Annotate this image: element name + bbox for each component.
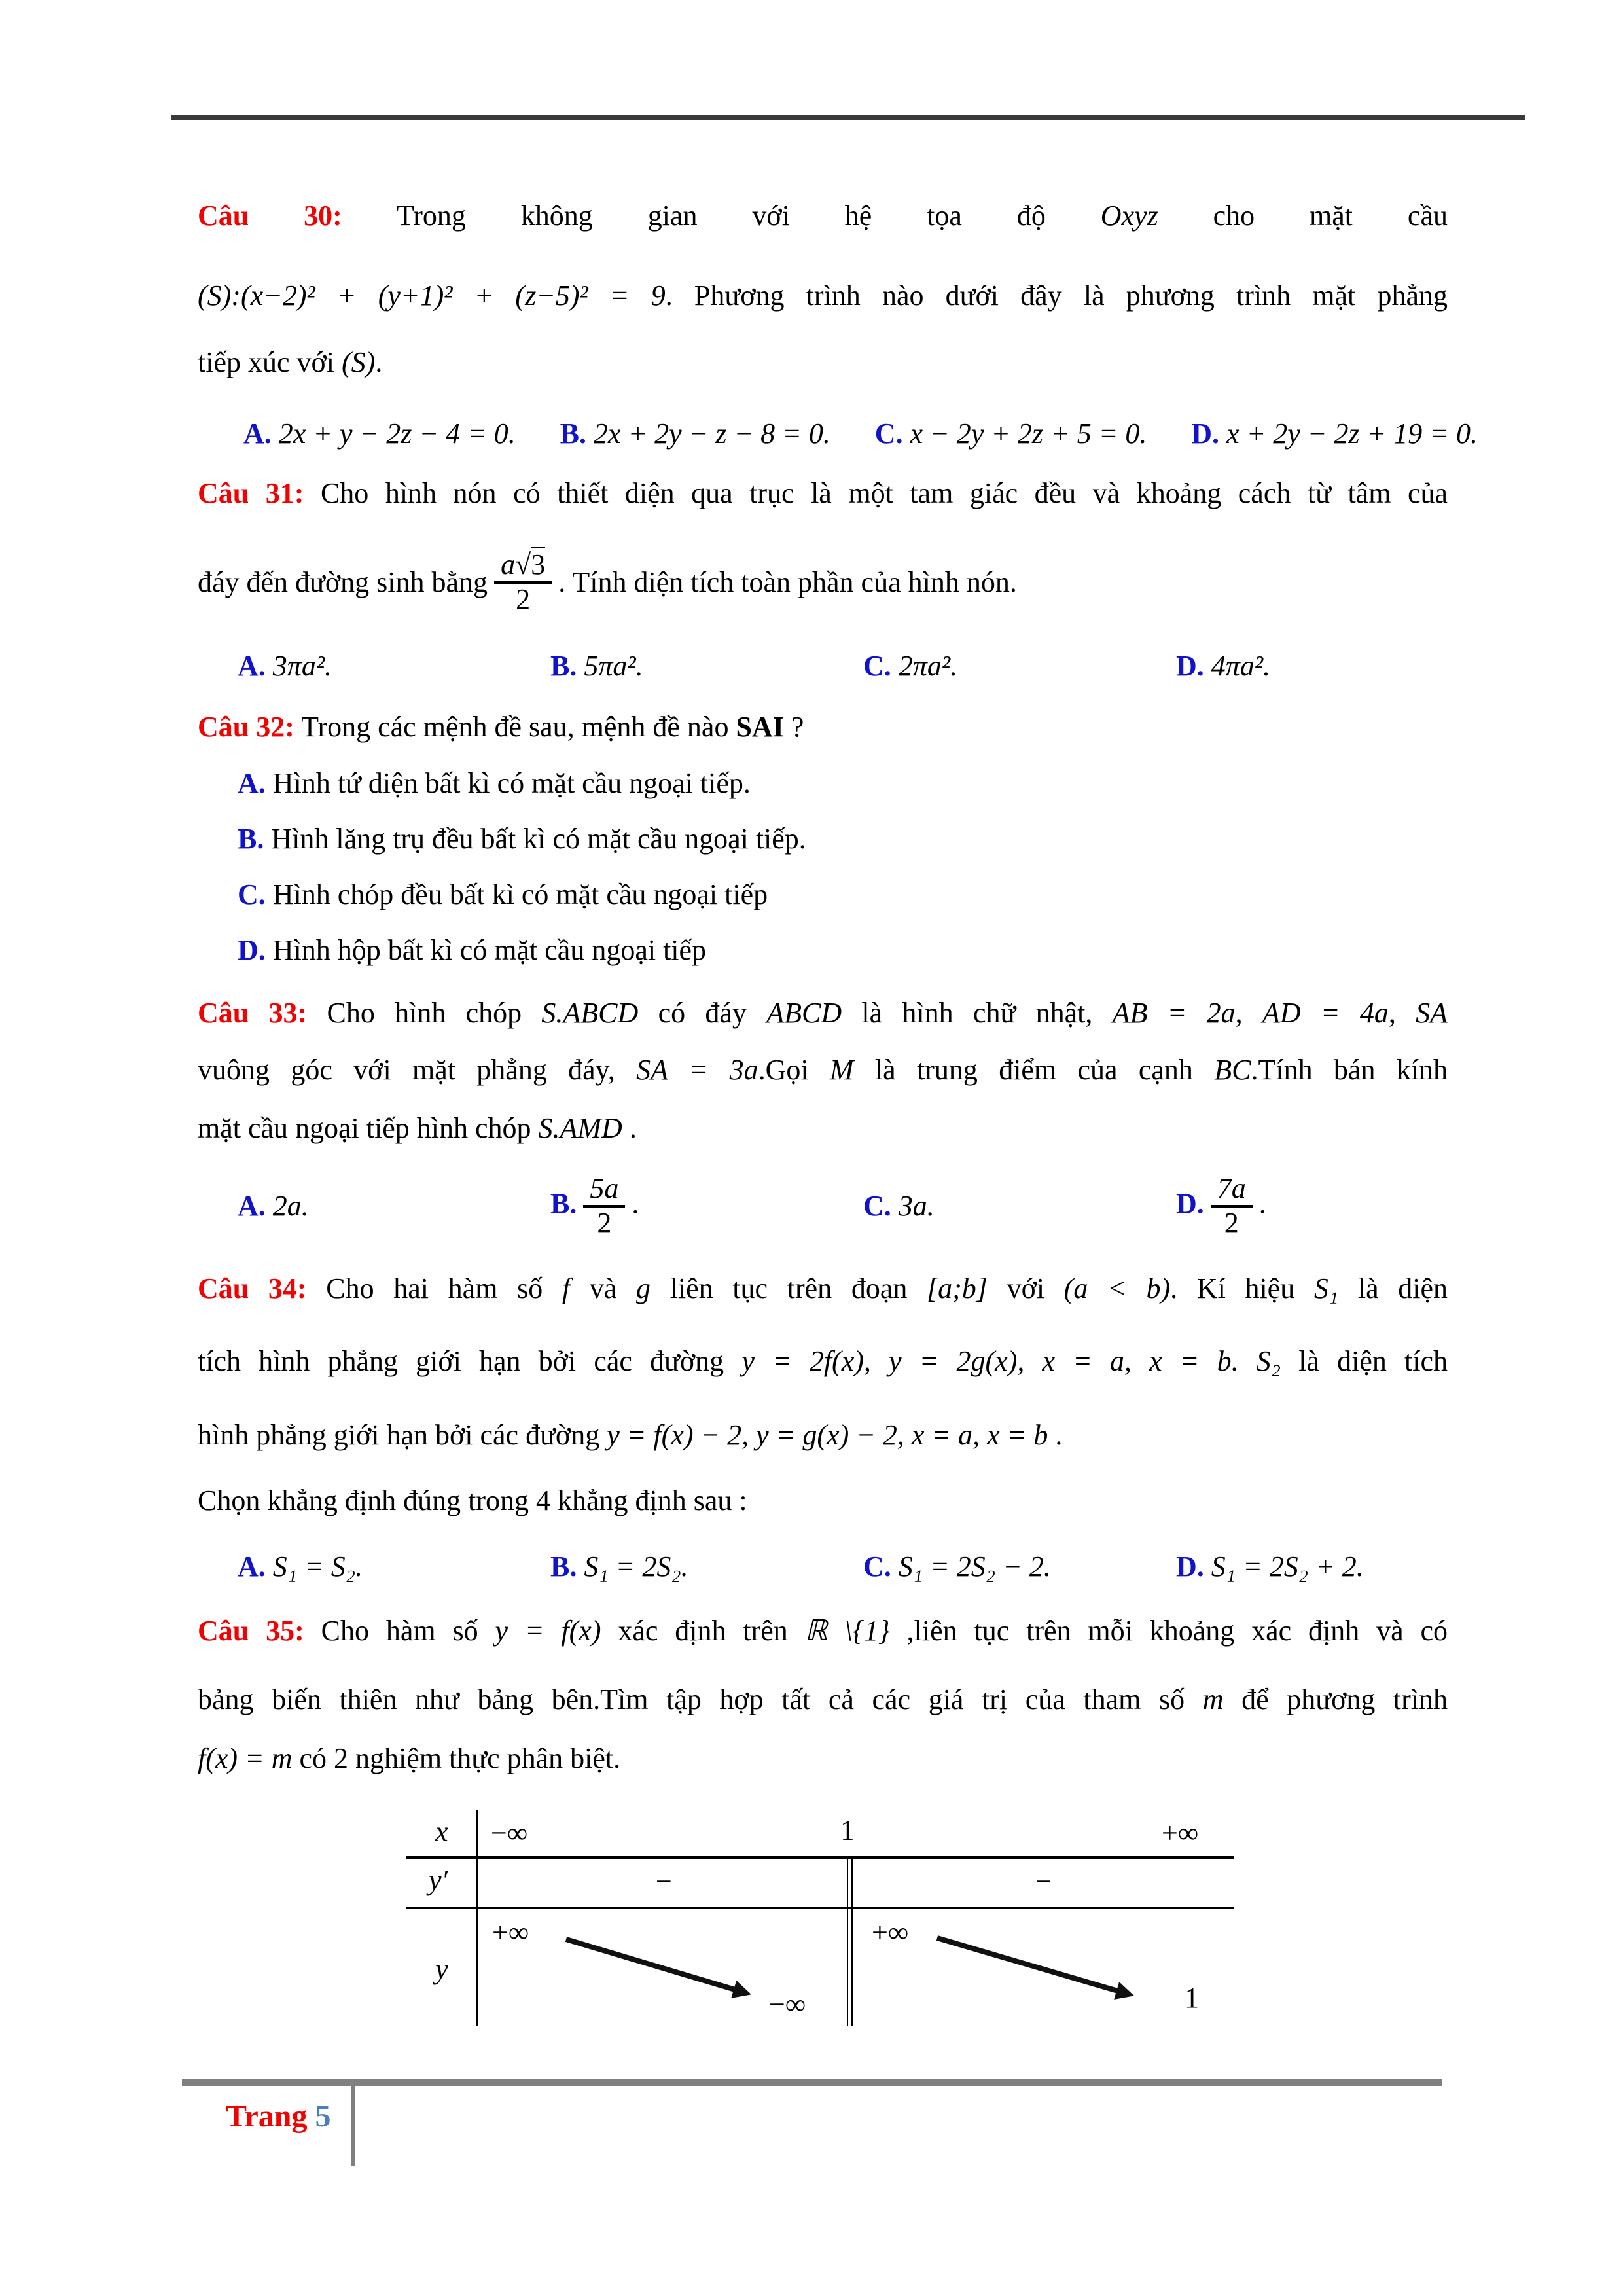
q34-l1-math1: f [562,1272,571,1304]
q34-l1-math5: S₁ [1313,1272,1339,1304]
q34-label: Câu 34: [198,1272,307,1304]
q33-option-c [863,1189,1176,1224]
q33-l2-text1: vuông góc với mặt phẳng đáy, [198,1054,615,1086]
q31-option-b-value: 5πa². [584,650,643,682]
q33-option-a-letter: A. [238,1189,266,1222]
x-value-neg-infinity: −∞ [491,1817,528,1849]
q30-options [243,417,1478,452]
q30-l3-math: (S) [342,346,376,378]
q33-option-b [550,1174,863,1240]
q33-option-b-denominator: 2 [597,1206,612,1239]
q35-l2-text1: bảng biến thiên như bảng bên.Tìm tập hợp tất cả các giá trị của tham số [198,1683,1185,1715]
q32-option-d-letter: D. [238,934,266,966]
q34-l1-math4: (a < b) [1063,1272,1171,1304]
q33-l1-text3: là hình chữ nhật, [861,997,1093,1029]
q30-line-1 [198,198,1448,234]
q31-option-b-letter: B. [550,650,577,682]
q34-option-c-letter: C. [863,1551,891,1583]
q30-option-a [243,417,516,452]
q32-option-c-value: Hình chóp đều bất kì có mặt cầu ngoại tiếp [272,878,768,910]
table-header-y-prime: y′ [429,1864,448,1896]
y-prime-sign-right: − [1035,1865,1052,1897]
q34-l2-math2: S₂ [1256,1345,1281,1377]
q30-line-2 [198,278,1448,314]
q32-option-a [238,766,751,801]
footer-page-number: 5 [315,2099,331,2134]
q33-l2-text3: là trung điểm của cạnh [874,1054,1193,1086]
q32-option-a-letter: A. [238,767,266,799]
variation-table [406,1810,1237,2026]
q34-option-a-value: S₁ = S₂. [272,1551,363,1583]
q33-option-a-value: 2a. [272,1189,309,1222]
q34-option-c-value: S₁ = 2S₂ − 2. [898,1551,1051,1583]
x-value-pos-infinity: +∞ [1162,1817,1199,1849]
q32-option-b-value: Hình lăng trụ đều bất kì có mặt cầu ngoại tiếp. [271,823,806,855]
q31-fraction [494,550,552,616]
q32-option-d-value: Hình hộp bất kì có mặt cầu ngoại tiếp [272,934,707,966]
q30-l3-text1: tiếp xúc với [198,346,334,378]
q34-l1-text1: Cho hai hàm số [326,1272,543,1304]
q33-l1-text4: , [1235,997,1243,1029]
q32-option-c [238,878,768,912]
q33-l2-text4: .Tính bán kính [1251,1054,1448,1086]
q35-l1-math1: y = f(x) [495,1615,601,1647]
q31-option-a [238,649,550,684]
q33-option-c-value: 3a. [898,1189,935,1222]
q33-l1-math5: SA [1416,997,1448,1029]
q33-option-d-letter: D. [1176,1187,1204,1220]
q34-l1-text2: và [589,1272,617,1304]
q34-l1-text3: liên tục trên đoạn [669,1272,908,1304]
q33-option-d [1176,1174,1266,1240]
q34-l1-text5: . Kí hiệu [1170,1272,1295,1304]
q31-option-a-value: 3πa². [272,650,332,682]
q34-l2-text1: tích hình phẳng giới hạn bởi các đường [198,1345,724,1377]
q30-option-b-value: 2x + 2y − z − 8 = 0. [593,418,830,450]
q30-l1-text2: cho mặt cầu [1213,200,1448,232]
q33-option-a [238,1189,550,1224]
y-limit-top-right: +∞ [872,1916,909,1948]
q34-l4-text: Chọn khẳng định đúng trong 4 khẳng định sau : [198,1484,747,1516]
q33-option-d-numerator: 7a [1211,1174,1253,1208]
q30-l3-text2: . [375,346,383,378]
q33-option-d-denominator: 2 [1224,1206,1239,1239]
q34-l3-text2: . [1055,1419,1063,1451]
q34-line-2 [198,1344,1448,1379]
q31-l2-text1: đáy đến đường sinh bằng [198,565,488,598]
q33-option-b-numerator: 5a [583,1174,625,1208]
y-limit-bottom-left: −∞ [769,1988,806,2020]
y-prime-sign-left: − [656,1865,672,1897]
q33-l1-math1: S.ABCD [541,997,639,1029]
q32-head-text1: Trong các mệnh đề sau, mệnh đề nào [301,711,729,743]
q31-label: Câu 31: [198,477,304,509]
footer-page-indicator [226,2098,330,2134]
q32-head-text2: ? [791,711,804,743]
q34-l1-text6: là diện [1357,1272,1448,1304]
y-limit-top-left: +∞ [492,1916,529,1948]
q31-option-d-value: 4πa². [1211,650,1271,682]
q33-l1-math2: ABCD [766,997,842,1029]
q34-option-a-letter: A. [238,1551,266,1583]
q34-options [238,1550,1448,1585]
q30-sphere-equation: (S):(x−2)² + (y+1)² + (z−5)² = 9 [198,279,666,312]
q33-option-b-fraction [583,1174,625,1240]
q35-line-3 [198,1741,1448,1776]
q31-option-b [550,649,863,684]
q30-option-c [875,417,1147,452]
q33-line-2 [198,1052,1448,1088]
q34-l1-math2: g [636,1272,651,1304]
top-rule [171,115,1525,120]
q32-option-a-value: Hình tứ diện bất kì có mặt cầu ngoại tiếp. [272,767,751,799]
q30-option-a-value: 2x + y − 2z − 4 = 0. [278,418,516,450]
q31-l1-text: Cho hình nón có thiết diện qua trục là một tam giác đều và khoảng cách từ tâm của [320,477,1448,509]
q30-label: Câu 30: [198,200,342,232]
q34-option-b [550,1550,863,1585]
q34-option-d [1176,1550,1364,1585]
q34-l3-math1: y = f(x) − 2, y = g(x) − 2, x = a, x = b [607,1419,1048,1451]
q33-option-b-suffix: . [632,1187,639,1220]
footer-label: Trang [226,2099,308,2134]
q35-line-1 [198,1613,1448,1649]
sqrt-symbol: √ [515,548,531,581]
q34-option-d-value: S₁ = 2S₂ + 2. [1211,1551,1364,1583]
table-header-y: y [435,1953,448,1985]
q31-fraction-numerator [494,550,552,584]
q34-l2-math1: y = 2f(x), y = 2g(x), x = a, x = b. [741,1345,1239,1377]
q33-label: Câu 33: [198,997,308,1029]
q34-option-b-letter: B. [550,1551,577,1583]
q35-l3-math1: f(x) = m [198,1742,293,1774]
q34-line-1 [198,1271,1448,1306]
q35-l2-math1: m [1202,1683,1224,1715]
q30-l1-math: Oxyz [1100,200,1158,232]
q30-line-3 [198,345,1448,380]
q31-options [238,649,1448,684]
q30-option-c-letter: C. [874,418,903,450]
q32-heading [198,709,1448,745]
q30-option-a-letter: A. [243,418,272,450]
q33-option-d-suffix: . [1258,1187,1266,1220]
x-value-one: 1 [840,1814,855,1846]
q35-label: Câu 35: [198,1615,304,1647]
q33-l1-text2: có đáy [658,997,747,1029]
q35-l1-math2: ℝ \{1} [804,1615,890,1647]
y-limit-bottom-right: 1 [1185,1982,1199,2014]
footer-vertical-line [351,2086,355,2166]
table-header-x: x [435,1816,448,1848]
q34-option-a [238,1550,550,1585]
q33-option-d-fraction [1211,1174,1253,1240]
q34-line-3 [198,1418,1448,1453]
q30-l2-text: . Phương trình nào dưới đây là phương trình mặt phẳng [665,279,1448,312]
q34-option-d-letter: D. [1176,1551,1204,1583]
q31-frac-a: a [501,548,516,581]
q35-line-2 [198,1682,1448,1717]
q33-l3-text2: . [629,1112,637,1144]
q33-option-c-letter: C. [863,1189,891,1222]
q35-l3-text1: có 2 nghiệm thực phân biệt. [299,1742,621,1774]
q31-option-a-letter: A. [238,650,266,682]
q33-line-1 [198,996,1448,1031]
q34-l1-text4: với [1007,1272,1045,1304]
q35-l1-text2: xác định trên [618,1615,788,1647]
q31-option-c-letter: C. [863,650,891,682]
q32-label: Câu 32: [198,711,294,743]
q31-line-2 [198,547,1017,619]
q30-option-c-value: x − 2y + 2z + 5 = 0. [910,418,1147,450]
q33-l3-text1: mặt cầu ngoại tiếp hình chóp [198,1112,531,1144]
decreasing-arrow-right [937,1938,1129,1994]
q30-option-b [560,417,830,452]
q30-option-b-letter: B. [560,418,586,450]
q32-option-b [238,822,806,857]
q31-fraction-denominator: 2 [516,583,531,615]
q34-l3-text1: hình phẳng giới hạn bởi các đường [198,1419,600,1451]
q31-option-d-letter: D. [1176,650,1204,682]
q30-l1-text1: Trong không gian với hệ tọa độ [396,200,1046,232]
q33-line-3 [198,1111,1448,1146]
q34-option-b-value: S₁ = 2S₂. [584,1551,688,1583]
q33-l2-math2: M [829,1054,854,1086]
q34-line-4 [198,1483,1448,1518]
q30-option-d [1191,417,1478,452]
q35-l2-text2: để phương trình [1241,1683,1448,1715]
q33-l1-math4: AD = 4a [1262,997,1389,1029]
table-arrows [406,1810,1237,2026]
q32-option-d [238,933,706,968]
q33-l2-math1: SA = 3a [636,1054,758,1086]
q33-l1-math3: AB = 2a [1112,997,1236,1029]
q31-line-1 [198,476,1448,511]
q34-l1-math3: [a;b] [927,1272,988,1304]
q31-frac-radicand: 3 [531,547,545,581]
q31-option-d [1176,649,1270,684]
q35-l1-text3: ,liên tục trên mỗi khoảng xác định và có [906,1615,1448,1647]
footer-bar [182,2079,1442,2086]
q33-l1-text5: , [1388,997,1396,1029]
q33-l1-text1: Cho hình chóp [327,997,522,1029]
q30-option-d-value: x + 2y − 2z + 19 = 0. [1226,418,1478,450]
q34-l2-text2: là diện tích [1298,1345,1448,1377]
q33-options [238,1164,1448,1249]
q31-option-c-value: 2πa². [898,650,958,682]
decreasing-arrow-left [566,1939,746,1993]
q33-l2-math3: BC [1214,1054,1251,1086]
q32-option-c-letter: C. [238,878,266,910]
q32-option-b-letter: B. [238,823,264,855]
q33-option-b-letter: B. [550,1187,577,1220]
q30-option-d-letter: D. [1191,418,1220,450]
q31-l2-text2: . Tính diện tích toàn phần của hình nón. [558,565,1017,598]
q35-l1-text1: Cho hàm số [321,1615,478,1647]
q33-l2-text2: .Gọi [758,1054,809,1086]
q31-option-c [863,649,1176,684]
q34-option-c [863,1550,1176,1585]
q32-sai: SAI [736,711,784,743]
q33-l3-math1: S.AMD [538,1112,622,1144]
